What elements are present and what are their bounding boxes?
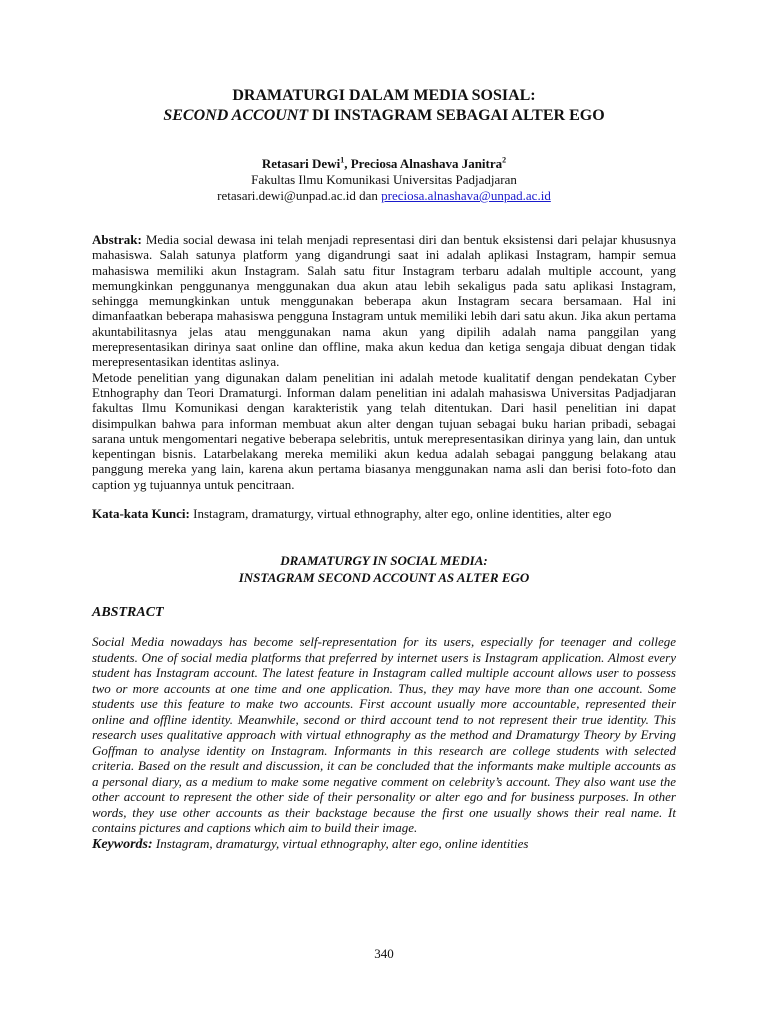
abstrak-paragraph-2: Metode penelitian yang digunakan dalam penelitian ini adalah metode kualitatif dengan pendekatan Cyber Etnhography dan Teori Dramaturgi. Informan dalam penelitian ini adalah mahasiswa Universitas Padjadjaran fakultas Ilmu Komunikasi dengan karakteristik yang telah ditentukan. Dari hasil penelitian ini dapat disimpulkan bahwa para informan membuat akun alter dengan tujuan sebagai buku harian pribadi, sebagai sarana untuk mengomentari negative beberapa selebritis, untuk merepresentasikan dirinya yang lain, dan untuk kepentingan bisnis. Latarbelakang mereka memiliki akun kedua adalah sebagai panggung belakang atau panggung mereka yang lain, karena akun pertama biasanya menggunakan nama asli dan berisi foto-foto dan caption yg tujuannya untuk pencitraan. bbox=[92, 369, 676, 492]
email-1: retasari.dewi@unpad.ac.id bbox=[217, 188, 356, 203]
keywords-text: Instagram, dramaturgy, virtual ethnography, alter ego, online identities bbox=[152, 835, 529, 851]
author-1-superscript: 1 bbox=[340, 155, 345, 165]
author-block bbox=[92, 156, 676, 204]
title-line-2-rest: DI INSTAGRAM SEBAGAI ALTER EGO bbox=[308, 107, 605, 124]
english-title-line-1: DRAMATURGY IN SOCIAL MEDIA: bbox=[280, 553, 488, 569]
abstrak-section bbox=[92, 232, 676, 492]
author-names bbox=[92, 156, 676, 172]
page-number: 340 bbox=[374, 946, 394, 961]
abstract-text: Social Media nowadays has become self-representation for its users, especially for teenager and college students. One of social media platforms that preferred by internet users is Instagram application. Almost every student has Instagram account. The latest feature in Instagram called multiple account allows user to possess two or more accounts at one time and one application. Thus, they may have more than one account. Some students use this feature to make two accounts. First account usually more accountable, represented their online and offline identity. Meanwhile, second or third account tend to not represent their true identity. This research uses qualitative approach with virtual ethnography as the method and Dramaturgy Theory by Erving Goffman to analyse identity on Instagram. Informants in this research are college students with selected criteria. Based on the result and discussion, it can be concluded that the informants make multiple accounts as a personal diary, as a medium to make some negative comment on celebrity’s account. They also want use the other account to represent the other side of their personality or alter ego and for business purposes. In other words, they use other accounts as their backstage because the first one usually shows their real name. It contains pictures and captions which aim to build their image. bbox=[92, 634, 676, 836]
paper-title bbox=[92, 86, 676, 126]
keywords-label: Keywords: bbox=[92, 836, 153, 852]
affiliation: Fakultas Ilmu Komunikasi Universitas Padjadjaran bbox=[251, 172, 517, 187]
abstract-heading: ABSTRACT bbox=[92, 605, 164, 621]
abstrak-label: Abstrak: bbox=[92, 232, 142, 247]
email-line bbox=[92, 188, 676, 204]
kata-kunci-text: Instagram, dramaturgy, virtual ethnography, alter ego, online identities, alter ego bbox=[189, 506, 612, 522]
abstrak-paragraph-1 bbox=[92, 232, 676, 370]
email-2-link[interactable]: preciosa.alnashava@unpad.ac.id bbox=[381, 188, 551, 203]
english-title-line-2: INSTAGRAM SECOND ACCOUNT AS ALTER EGO bbox=[238, 570, 530, 586]
kata-kunci-label: Kata-kata Kunci: bbox=[92, 506, 190, 522]
author-1-name: Retasari Dewi bbox=[261, 156, 341, 171]
keywords-line bbox=[92, 836, 676, 853]
abstrak-para-1-text: Media social dewasa ini telah menjadi representasi diri dan bentuk eksistensi dari pelajar khususnya mahasiswa. Salah satunya platform yang digandrungi saat ini adalah aplikasi Instagram, hampir semua mahasiswa memiliki akun Instagram. Salah satu fitur Instagram terbaru adalah multiple account, yang memungkinkan penggunanya menggunakan dua akun atau lebih sekaligus pada satu aplikasi Instagram, sehingga memungkinkan untuk menggunakan beberapa akun Instagram secara bersamaan. Hal ini dimanfaatkan beberapa mahasiswa pengguna Instagram untuk memiliki lebih dari satu akun. Jika akun pertama akuntabilitasnya jelas atau menggunakan nama akun yang dipilih adalah nama panggilan yang merepresentasikan dirinya saat online dan offline, maka akun kedua dan ketiga sengaja dibuat dengan tidak merepresentasikan identitas aslinya. bbox=[92, 232, 676, 370]
kata-kunci-line bbox=[92, 506, 676, 522]
email-joiner: dan bbox=[355, 188, 382, 203]
title-line-1: DRAMATURGI DALAM MEDIA SOSIAL: bbox=[232, 87, 536, 104]
paper-content bbox=[92, 86, 676, 853]
title-line-2 bbox=[92, 106, 676, 126]
author-separator: , bbox=[344, 156, 351, 171]
english-title bbox=[92, 552, 676, 586]
title-line-2-italic: SECOND ACCOUNT bbox=[163, 107, 309, 124]
author-2-superscript: 2 bbox=[502, 155, 507, 165]
author-2-name: Preciosa Alnashava Janitra bbox=[350, 156, 503, 171]
